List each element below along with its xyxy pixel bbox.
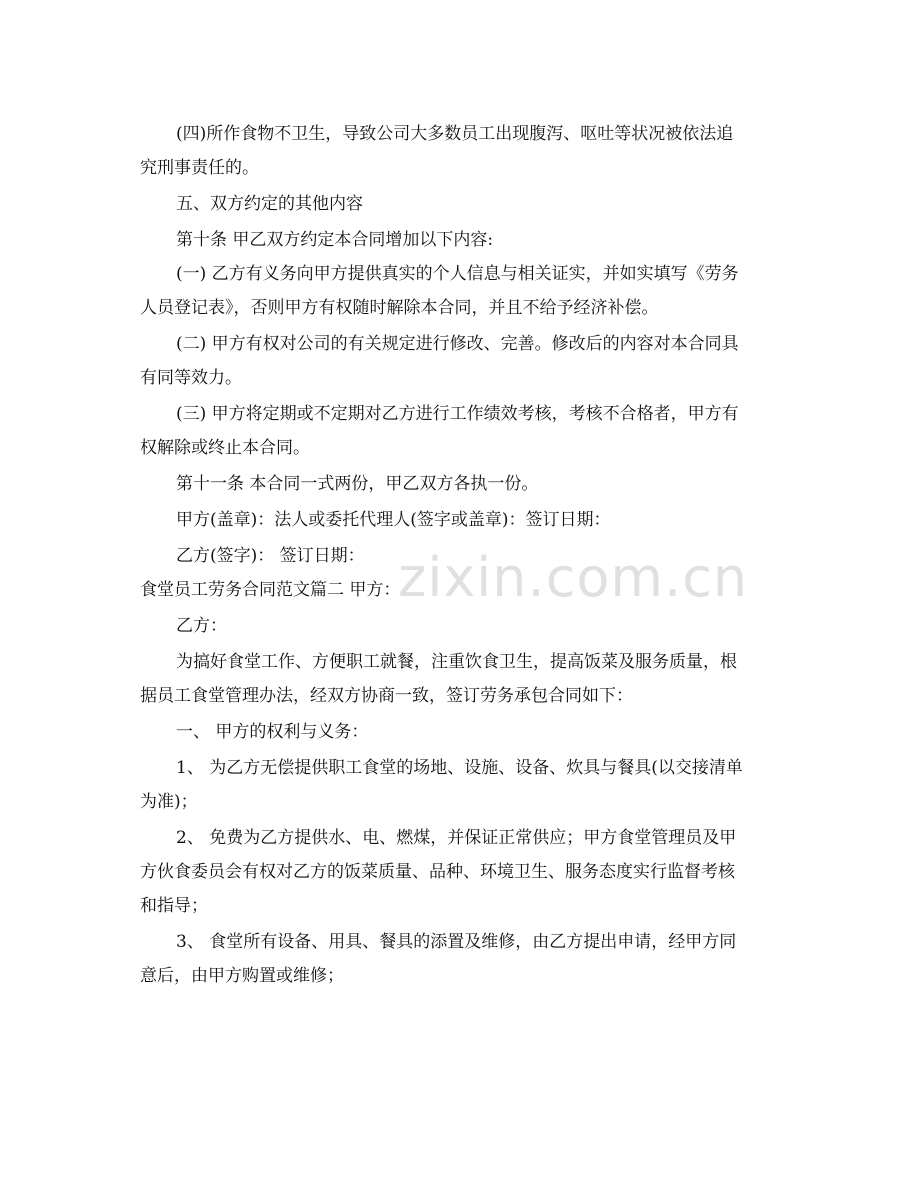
paragraph-line: 有同等效力。 — [140, 368, 242, 388]
paragraph-line: 3、 食堂所有设备、用具、餐具的添置及维修，由乙方提出申请，经甲方同 — [176, 932, 737, 952]
paragraph-line: 为搞好食堂工作、方便职工就餐，注重饮食卫生，提高饭菜及服务质量，根 — [176, 652, 737, 672]
article-heading: 第十条 甲乙双方约定本合同增加以下内容: — [176, 230, 494, 250]
watermark-text: zixin.com.cn — [398, 546, 749, 609]
article-heading: 第十一条 本合同一式两份，甲乙双方各执一份。 — [176, 474, 539, 494]
paragraph-line: (二) 甲方有权对公司的有关规定进行修改、完善。修改后的内容对本合同具 — [176, 334, 739, 354]
paragraph-line: 方伙食委员会有权对乙方的饭菜质量、品种、环境卫生、服务态度实行监督考核 — [140, 862, 735, 882]
section-heading: 五、双方约定的其他内容 — [176, 194, 363, 214]
paragraph-line: 究刑事责任的。 — [140, 158, 259, 178]
paragraph-line: 意后，由甲方购置或维修； — [140, 966, 344, 986]
section-heading: 一、 甲方的权利与义务： — [176, 722, 369, 742]
paragraph-line: (三) 甲方将定期或不定期对乙方进行工作绩效考核，考核不合格者，甲方有 — [176, 404, 739, 424]
paragraph-line: (一) 乙方有义务向甲方提供真实的个人信息与相关证实，并如实填写《劳务 — [176, 264, 739, 284]
paragraph-line: 权解除或终止本合同。 — [140, 438, 310, 458]
paragraph-line: (四)所作食物不卫生，导致公司大多数员工出现腹泻、呕吐等状况被依法追 — [176, 124, 734, 144]
paragraph-line: 2、 免费为乙方提供水、电、燃煤，并保证正常供应；甲方食堂管理员及甲 — [176, 828, 737, 848]
paragraph-line: 为准)； — [140, 792, 198, 812]
paragraph-line: 人员登记表》，否则甲方有权随时解除本合同，并且不给予经济补偿。 — [140, 298, 659, 318]
document-section-title: 食堂员工劳务合同范文篇二 甲方： — [140, 580, 401, 600]
paragraph-line: 1、 为乙方无偿提供职工食堂的场地、设施、设备、炊具与餐具(以交接清单 — [176, 758, 743, 778]
signature-line-party-a: 甲方(盖章)：法人或委托代理人(签字或盖章)：签订日期： — [176, 510, 611, 530]
signature-line-party-b: 乙方(签字)： 签订日期： — [176, 546, 365, 566]
party-b-label: 乙方： — [176, 616, 227, 636]
paragraph-line: 据员工食堂管理办法，经双方协商一致，签订劳务承包合同如下： — [140, 686, 633, 706]
paragraph-line: 和指导； — [140, 896, 208, 916]
